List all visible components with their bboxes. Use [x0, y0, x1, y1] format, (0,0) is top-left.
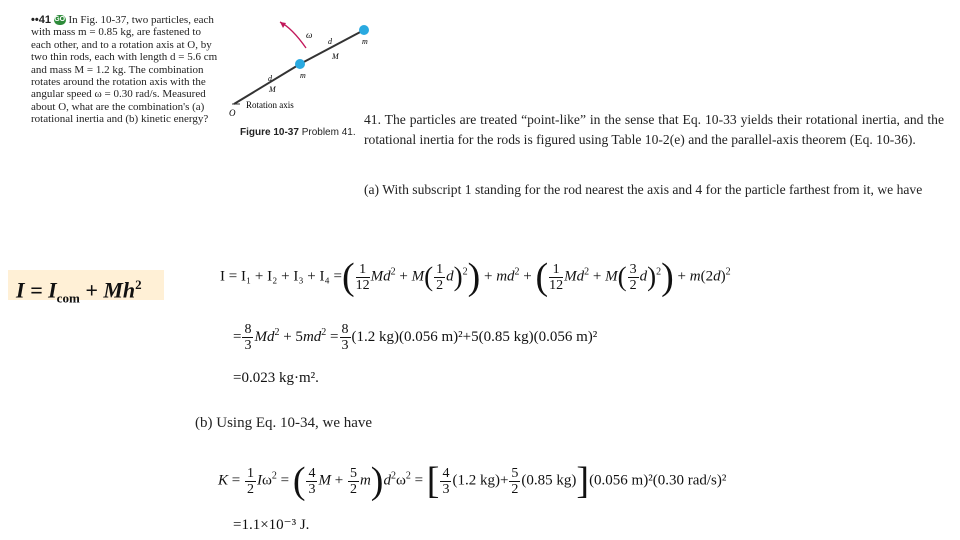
- eq1-lhs: I = I₁ + I₂ + I₃ + I₄ =: [220, 268, 342, 285]
- M-label-upper: M: [332, 52, 339, 61]
- problem-number: ••41: [31, 14, 51, 26]
- m-label-lower: m: [300, 71, 306, 80]
- eq4-numeric-1: (1.2 kg)+: [452, 472, 509, 489]
- equation-kinetic-energy-result: =1.1×10⁻³ J.: [233, 517, 310, 533]
- figure-10-37: [222, 18, 382, 122]
- omega-label: ω: [306, 30, 313, 40]
- particle-1: [295, 59, 305, 69]
- origin-label: O: [229, 108, 236, 118]
- d-label-upper: d: [328, 37, 332, 46]
- equation-inertia-simplified: = $\frac{8}{3}$ $Md^2 + 5md^2$ = $\frac{8}{3}$ (1.2 kg)(0.056 m)²+5(0.85 kg)(0.056 m)²: [233, 322, 598, 353]
- eq-box-lhs: I: [16, 277, 25, 303]
- d-label-lower: d: [268, 74, 272, 83]
- problem-body: In Fig. 10-37, two particles, each with mass m = 0.85 kg, are fastened to each other, and to a rotation axis at O, by two thin rods, each with length d = 5.6 cm and mass M = 1.2 kg. The combination rotates around the rotation axis with the angular speed ω = 0.30 rad/s. Measured about O, what are the combination's (a) rotational inertia and (b) kinetic energy?: [31, 14, 218, 126]
- figure-caption-label: Figure 10-37: [240, 127, 299, 138]
- go-badge-icon: GO: [54, 16, 66, 24]
- eq-box-equals: =: [24, 277, 49, 303]
- rod-1: [234, 64, 300, 104]
- equation-inertia-sum: I = I₁ + I₂ + I₃ + I₄ =( $\frac{1}{12}$ $Md^2 + M$( $\frac{1}{2}$ $d)^2) + md^2$ + ( $\frac{1}{12}$ $Md^2 + M$( $\frac{3}{2}$ $d)^2) + m(2d)^2$: [220, 256, 731, 298]
- eq2-numeric: (1.2 kg)(0.056 m)²+5(0.85 kg)(0.056 m)²: [351, 328, 598, 345]
- eq4-tail: (0.056 m)²(0.30 rad/s)²: [589, 472, 727, 489]
- eq-box-sub: com: [56, 290, 80, 306]
- equation-kinetic-energy: K = $\frac{1}{2}$ $I\omega^2$ = ( $\frac{4}{3}$ M + $\frac{5}{2}$ $m)d^2\omega^2$ = [ $\frac{4}{3}$ (1.2 kg)+ $\frac{5}{2}$ (0.85 kg)](0.056 m)²(0.30 rad/s)²: [218, 460, 727, 502]
- m-label-upper: m: [362, 37, 368, 46]
- eq-box-sup: 2: [135, 277, 142, 292]
- equation-inertia-result: =0.023 kg·m².: [233, 370, 319, 386]
- problem-statement: [31, 14, 219, 126]
- solution-part-b: (b) Using Eq. 10-34, we have: [195, 415, 373, 431]
- particle-2: [359, 25, 369, 35]
- parallel-axis-theorem-box: [8, 270, 164, 306]
- eq-box-I: I: [48, 277, 57, 303]
- eq4-numeric-2: (0.85 kg): [521, 472, 577, 489]
- rotation-axis-label: Rotation axis: [246, 100, 294, 110]
- M-label-lower: M: [269, 85, 276, 94]
- eq-box-rest: + Mh: [79, 277, 136, 303]
- figure-caption-text: Problem 41.: [301, 127, 356, 138]
- figure-caption: [240, 127, 356, 138]
- solution-intro: 41. The particles are treated “point-like” in the sense that Eq. 10-33 yields their rotational inertia, and the rotational inertia for the rods is figured using Table 10-2(e) and the parallel-axis theorem (Eq. 10-36).: [364, 112, 944, 147]
- solution-part-a: (a) With subscript 1 standing for the rod nearest the axis and 4 for the particle farthest from it, we have: [364, 182, 923, 197]
